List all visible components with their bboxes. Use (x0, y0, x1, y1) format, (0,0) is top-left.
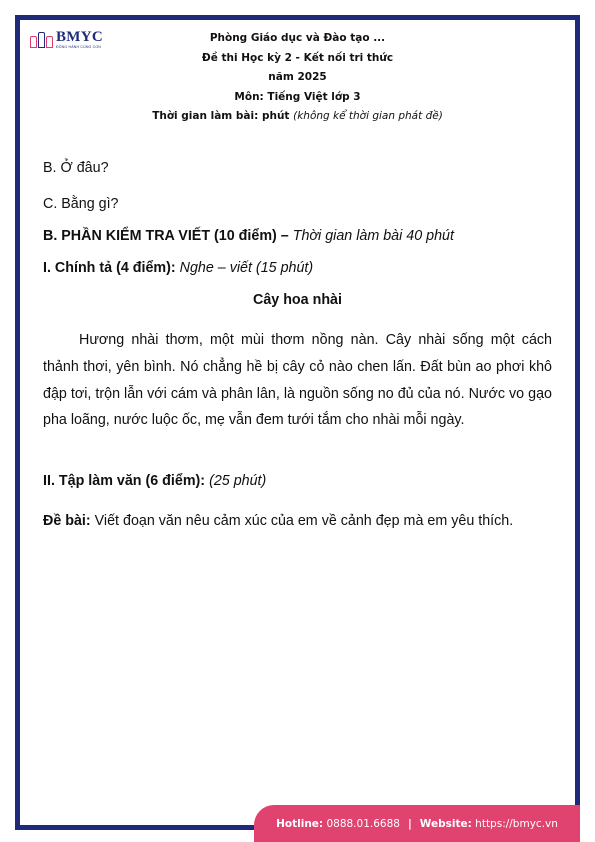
part1-note: Nghe – viết (15 phút) (179, 260, 314, 276)
hotline-value[interactable]: 0888.01.6688 (326, 817, 400, 830)
part2-title: II. Tập làm văn (6 điểm): (43, 473, 206, 489)
duration-label: Thời gian làm bài: phút (152, 110, 290, 122)
exam-header (0, 29, 595, 127)
section-b-time: Thời gian làm bài 40 phút (292, 228, 454, 244)
option-c: C. Bằng gì? (43, 196, 119, 212)
section-b-heading (43, 228, 454, 244)
part1-heading (43, 260, 313, 276)
hotline-label: Hotline: (276, 817, 324, 830)
prompt-text: Viết đoạn văn nêu cảm xúc của em về cảnh đẹp mà em yêu thích. (94, 513, 514, 529)
footer-separator: | (407, 817, 412, 830)
prompt-label: Đề bài: (43, 513, 91, 529)
contact-footer (254, 805, 580, 842)
header-school: Phòng Giáo dục và Đào tạo ... (209, 32, 386, 44)
part1-title: I. Chính tả (4 điểm): (43, 260, 176, 276)
brand-tagline: ĐỒNG HÀNH CÙNG CON (56, 45, 102, 49)
part2-note: (25 phút) (209, 473, 267, 489)
part2-heading (43, 473, 266, 489)
header-duration (0, 107, 595, 127)
website-link[interactable]: https://bmyc.vn (475, 817, 558, 830)
header-subject: Môn: Tiếng Việt lớp 3 (234, 90, 361, 103)
poem-title: Cây hoa nhài (253, 292, 342, 308)
header-exam-title: Đề thi Học kỳ 2 - Kết nối tri thức (201, 51, 394, 64)
dictation-paragraph: Hương nhài thơm, một mùi thơm nồng nàn. Cây nhài sống một cách thảnh thơi, yên bình. Nó chẳng hề bị cây cỏ nào chen lấn. Đất bùn ao phơi khô đập tơi, trộn lẫn với cám và phân lân, là nguồn sống no đủ của nó. Nước vo gạo pha loãng, nước luộc ốc, mẹ vẫn đem tưới tắm cho nhài mỗi ngày. (43, 332, 552, 429)
essay-prompt (43, 513, 513, 529)
brand-name: BMYC (56, 29, 104, 45)
duration-note: (không kể thời gian phát đề) (293, 110, 443, 122)
header-year: năm 2025 (268, 71, 327, 83)
section-b-title: B. PHẦN KIỂM TRA VIẾT (10 điểm) – (43, 228, 289, 244)
website-label: Website: (419, 817, 472, 830)
option-b: B. Ở đâu? (43, 160, 109, 176)
